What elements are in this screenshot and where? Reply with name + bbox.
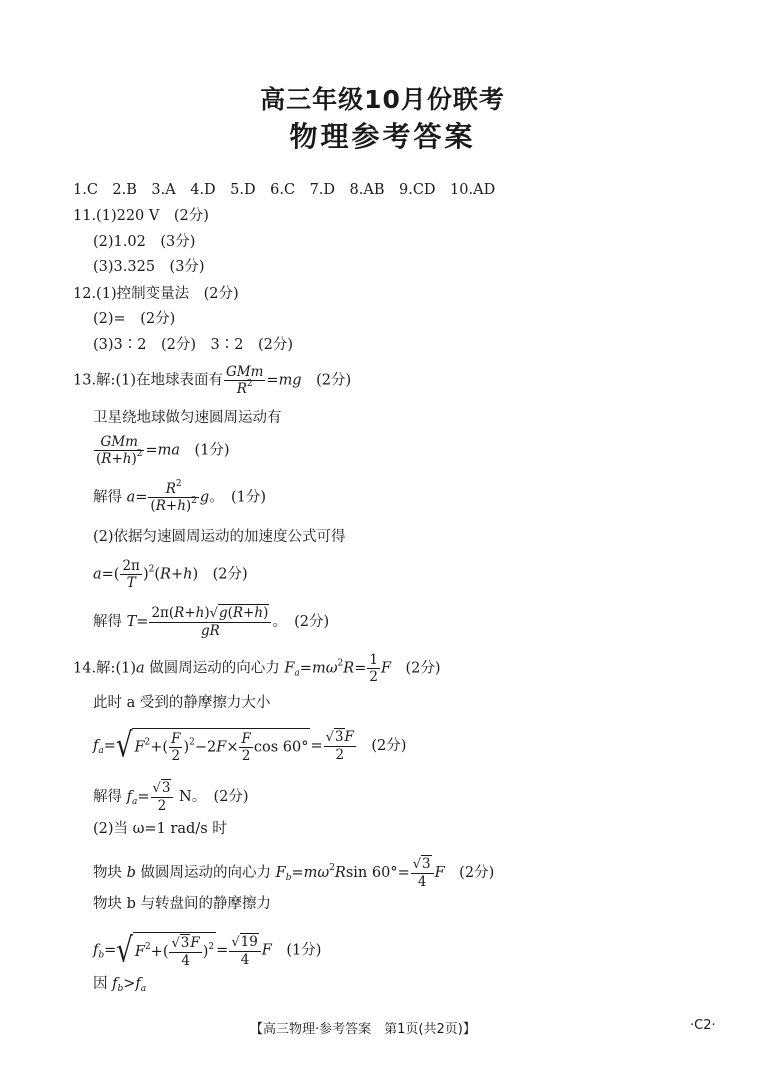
- q14-line-3: $f_a=√$ $F^2+$( $\frac{F}{2}$ )$^2$−2F× $\frac{F}{2}$ cos 60° = $\frac{√3F}{2}$ (2分): [93, 726, 407, 766]
- q13-line-3: GMm $(R+h)^2$ =ma (1分): [96, 434, 230, 467]
- page-code: ·C2·: [690, 1018, 716, 1033]
- answer-line-11-3: (3)3.325 (3分): [93, 259, 205, 275]
- q14-line-5: (2)当 ω=1 rad/s 时: [93, 821, 227, 837]
- q13-line-4: 解得 a= $\frac{R^2}{(R+h)^2}$ g。 (1分): [93, 479, 266, 514]
- q14-line-6: 物块 b 做圆周运动的向心力 $F_b=m\omega^2Rsin$ 60°= $\frac{√3}{4}$ F (2分): [93, 856, 495, 890]
- answer-line-12-2: (2)= (2分): [93, 311, 176, 327]
- q14-line-2: 此时 a 受到的静摩擦力大小: [93, 695, 271, 711]
- q14-line-4: 解得 $f_a=$ $\frac{√3}{2}$ N。 (2分): [93, 780, 249, 814]
- q13-line-1: 13.解:(1)在地球表面有 GMm $R^2$ =mg (2分): [73, 364, 352, 397]
- q13-line-7: 解得 T= $\frac{2\pi(R+h)√g(R+h)}{gR}$ 。 (2分): [93, 605, 330, 639]
- q14-line-9: 因 $f_b>f_a$: [93, 976, 147, 994]
- q14-line-1: 14.解:(1)a 做圆周运动的向心力 $F_a=m\omega^2R=$ $\frac{1}{2}$ F (2分): [73, 652, 441, 685]
- answer-line-11-1: 11.(1)220 V (2分): [73, 208, 209, 224]
- q13-line-5: (2)依据匀速圆周运动的加速度公式可得: [93, 529, 346, 545]
- page-title: 高三年级10月份联考: [260, 85, 505, 114]
- answer-line-choice: 1.C 2.B 3.A 4.D 5.D 6.C 7.D 8.AB 9.CD 10.AD: [73, 182, 496, 198]
- answer-line-12-3: (3)3∶2 (2分) 3∶2 (2分): [93, 337, 294, 353]
- q13-line-2: 卫星绕地球做匀速圆周运动有: [93, 410, 282, 426]
- q14-line-7: 物块 b 与转盘间的静摩擦力: [93, 896, 271, 912]
- answer-line-12-1: 12.(1)控制变量法 (2分): [73, 286, 239, 302]
- q14-line-8: $f_b=√$ $F^2+$( $\frac{√3F}{4}$ )$^2$ = $\frac{√19}{4}$ F (1分): [93, 931, 322, 970]
- page-footer: 【高三物理·参考答案 第1页(共2页)】: [250, 1022, 476, 1037]
- q13-line-6: a=( $\frac{2\pi}{T}$ )$^2$(R+h) (2分): [93, 558, 248, 591]
- answer-line-11-2: (2)1.02 (3分): [93, 234, 196, 250]
- page-subtitle: 物理参考答案: [289, 120, 476, 153]
